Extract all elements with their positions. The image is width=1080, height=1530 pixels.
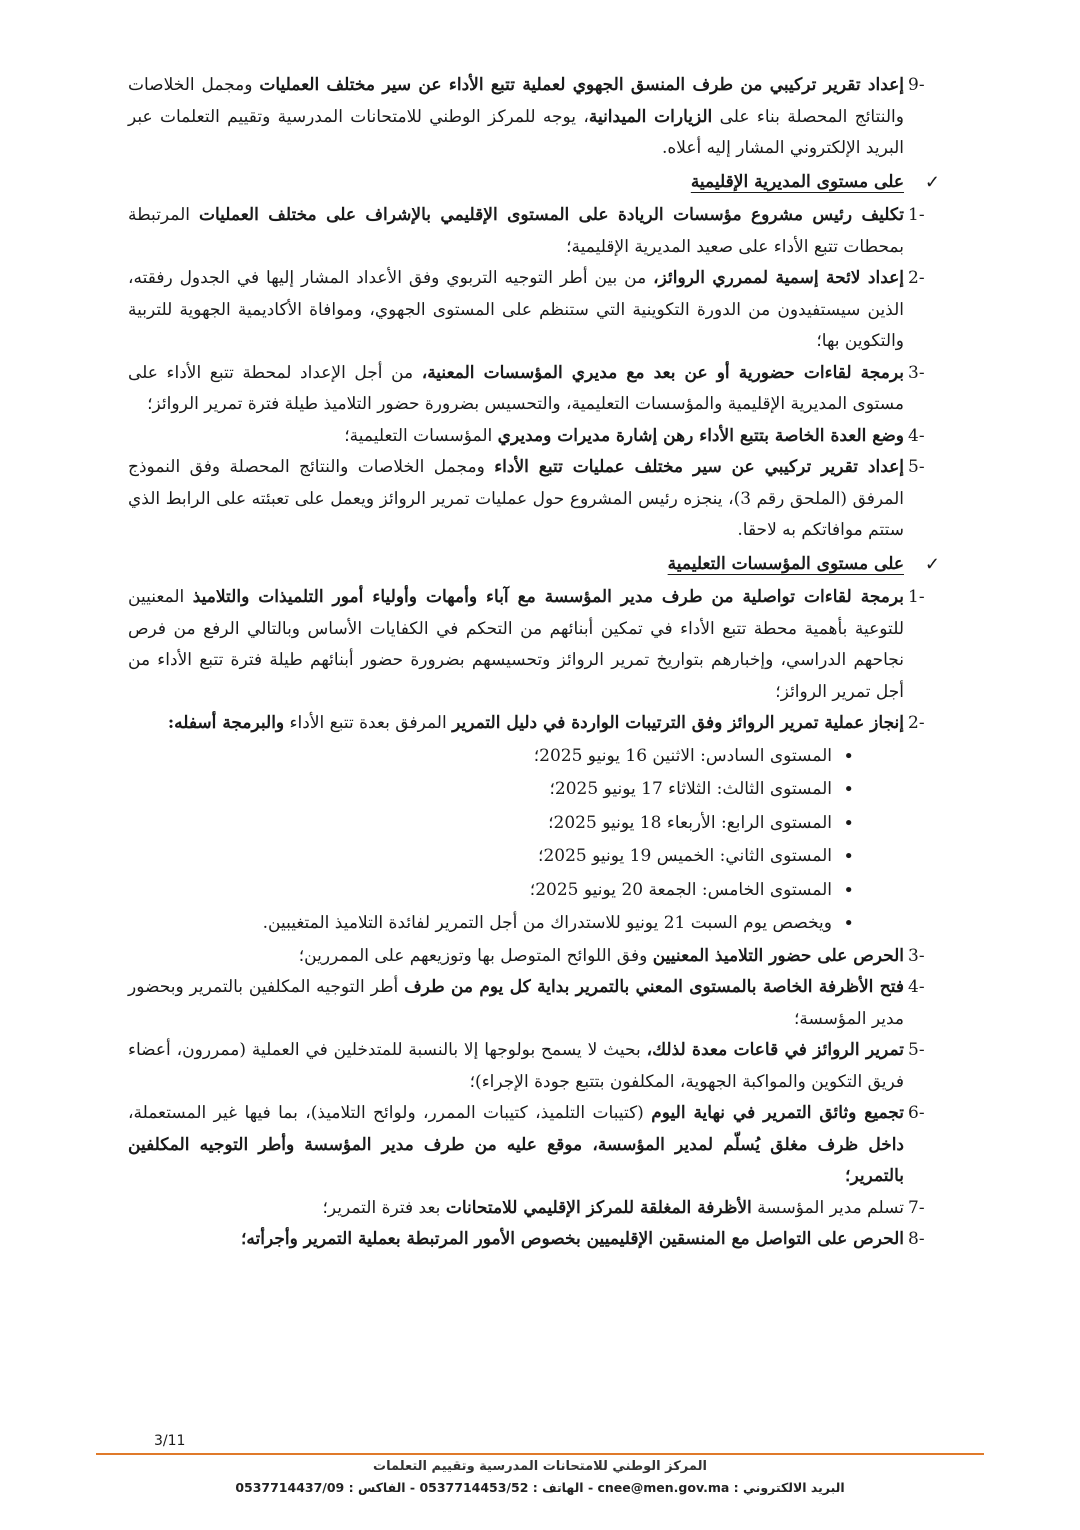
document-body [128,70,940,1256]
schedule-item: • المستوى السادس: الاثنين 16 يونيو 2025؛ [128,740,854,774]
schedule-item: • المستوى الرابع: الأربعاء 18 يونيو 2025؛ [128,807,854,841]
item-number: 9- [908,75,925,95]
item-text: الحرص على التواصل مع المنسقين الإقليميين بخصوص الأمور المرتبطة بعملية التمرير وأجرأته؛ [241,1229,904,1249]
list-item [128,200,925,263]
list-item [128,972,925,1035]
item-text: إعداد تقرير تركيبي عن سير مختلف عمليات تتبع الأداء ومجمل الخلاصات والنتائج المحصلة وفق النموذج المرفق (الملحق رقم 3)، ينجزه رئيس المشروع حول عمليات تمرير الروائز ويعمل على تعبئته على الرابط الذي ستتم موافاتكم به لاحقا. [128,457,905,540]
list-item [128,708,925,740]
footer-contact: البريد الالكتروني : cnee@men.gov.ma - الهاتف : 0537714453/52 - الفاكس : 0537714437/09 [235,1480,845,1495]
schedule-item: • المستوى الثالث: الثلاثاء 17 يونيو 2025؛ [128,773,854,807]
item-text: إعداد تقرير تركيبي من طرف المنسق الجهوي لعملية تتبع الأداء عن سير مختلف العمليات ومجمل الخلاصات والنتائج المحصلة بناء على الزيارات الميدانية، يوجه للمركز الوطني للامتحانات المدرسية وتقييم التعلمات عبر البريد الإلكتروني المشار إليه أعلاه. [128,75,904,158]
page-footer [0,1425,1080,1505]
item-number: 3- [908,362,925,383]
item-text: إعداد لائحة إسمية لممرري الروائز، من بين أطر التوجيه التربوي وفق الأعداد المشار إليها في الجدول رفقته، الذين سيستفيدون من الدورة التكوينية التي ستنظم على المستوى الجهوي، وموافاة الأكاديمية الجهوية للتربية والتكوين بها؛ [128,268,904,351]
list-item [128,358,925,421]
item-number: 4- [908,977,925,997]
list-item [128,1098,925,1193]
page-number: 3/11 [154,1433,186,1449]
list-item [128,263,925,358]
item-number: 4- [908,425,925,446]
item-text: برمجة لقاءات تواصلية من طرف مدير المؤسسة مع آباء وأمهات وأولياء أمور التلميذات والتلاميذ المعنيين للتوعية بأهمية محطة تتبع الأداء في تمكين أبنائهم من التحكم في الكفايات الأساس وبالتالي الرفع من فرص نجاحهم الدراسي، وإخبارهم بتواريخ تمرير الروائز وتحسيسهم بضرورة حضور أبنائهم طيلة فترة تتبع الأداء من أجل تمرير الروائز؛ [128,587,905,702]
checkmark-icon: ✓ [924,171,940,193]
item-number: 6- [908,1103,925,1123]
schedule-item: • ويخصص يوم السبت 21 يونيو للاستدراك من أجل التمرير لفائدة التلاميذ المتغيبين. [128,907,854,941]
item-text: الحرص على حضور التلاميذ المعنيين وفق اللوائح المتوصل بها وتوزيعهم على الممررين؛ [298,945,904,966]
item-number: 2- [908,713,925,733]
item-number: 2- [908,268,925,288]
list-item [128,941,925,973]
section-heading-provincial: ✓ على مستوى المديرية الإقليمية [128,167,904,199]
item-number: 7- [908,1197,925,1218]
schedule-list [128,740,904,941]
footer-divider [96,1453,984,1455]
item-text: إنجاز عملية تمرير الروائز وفق الترتيبات الواردة في دليل التمرير المرفق بعدة تتبع الأداء والبرمجة أسفله: [167,713,904,733]
list-item [128,1035,925,1098]
item-number: 8- [908,1229,925,1249]
footer-organization: المركز الوطني للامتحانات المدرسية وتقييم التعلمات [373,1459,707,1474]
item-number: 5- [908,457,925,477]
item-number: 3- [908,945,925,966]
item-text: تكليف رئيس مشروع مؤسسات الريادة على المستوى الإقليمي بالإشراف على مختلف العمليات المرتبطة بمحطات تتبع الأداء على صعيد المديرية الإقليمية؛ [128,205,904,257]
list-item [128,1224,925,1256]
list-item [128,582,925,708]
item-number: 1- [908,205,925,225]
schedule-item: • المستوى الخامس: الجمعة 20 يونيو 2025؛ [128,874,854,908]
item-text: تجميع وثائق التمرير في نهاية اليوم (كتيبات التلميذ، كتيبات الممرر، ولوائح التلاميذ)، بما فيها غير المستعملة، داخل ظرف مغلق يُسلّم لمدير المؤسسة، موقع عليه من طرف مدير المؤسسة وأطر التوجيه المكلفين بالتمرير؛ [128,1103,905,1186]
item-number: 1- [908,587,925,607]
item-text: برمجة لقاءات حضورية أو عن بعد مع مديري المؤسسات المعنية، من أجل الإعداد لمحطة تتبع الأداء على مستوى المديرية الإقليمية والمؤسسات التعليمية، والتحسيس بضرورة حضور التلاميذ طيلة فترة تمرير الروائز؛ [128,362,904,414]
checkmark-icon: ✓ [924,553,940,575]
list-item [128,70,925,165]
item-text: فتح الأظرفة الخاصة بالمستوى المعني بالتمرير بداية كل يوم من طرف أطر التوجيه المكلفين بالتمرير وبحضور مدير المؤسسة؛ [128,977,904,1029]
item-text: وضع العدة الخاصة بتتبع الأداء رهن إشارة مديرات ومديري المؤسسات التعليمية؛ [344,425,904,446]
list-item [128,421,925,453]
list-item [128,1193,925,1225]
item-text: تمرير الروائز في قاعات معدة لذلك، بحيث لا يسمح بولوجها إلا بالنسبة للمتدخلين في العملية (ممررون، أعضاء فريق التكوين والمواكبة الجهوية، المكلفون بتتبع جودة الإجراء)؛ [128,1040,905,1092]
schedule-item: • المستوى الثاني: الخميس 19 يونيو 2025؛ [128,840,854,874]
section-heading-schools: ✓ على مستوى المؤسسات التعليمية [128,549,904,581]
item-text: تسلم مدير المؤسسة الأظرفة المغلقة للمركز الإقليمي للامتحانات بعد فترة التمرير؛ [322,1197,904,1218]
list-item [128,452,925,547]
item-number: 5- [908,1040,925,1060]
